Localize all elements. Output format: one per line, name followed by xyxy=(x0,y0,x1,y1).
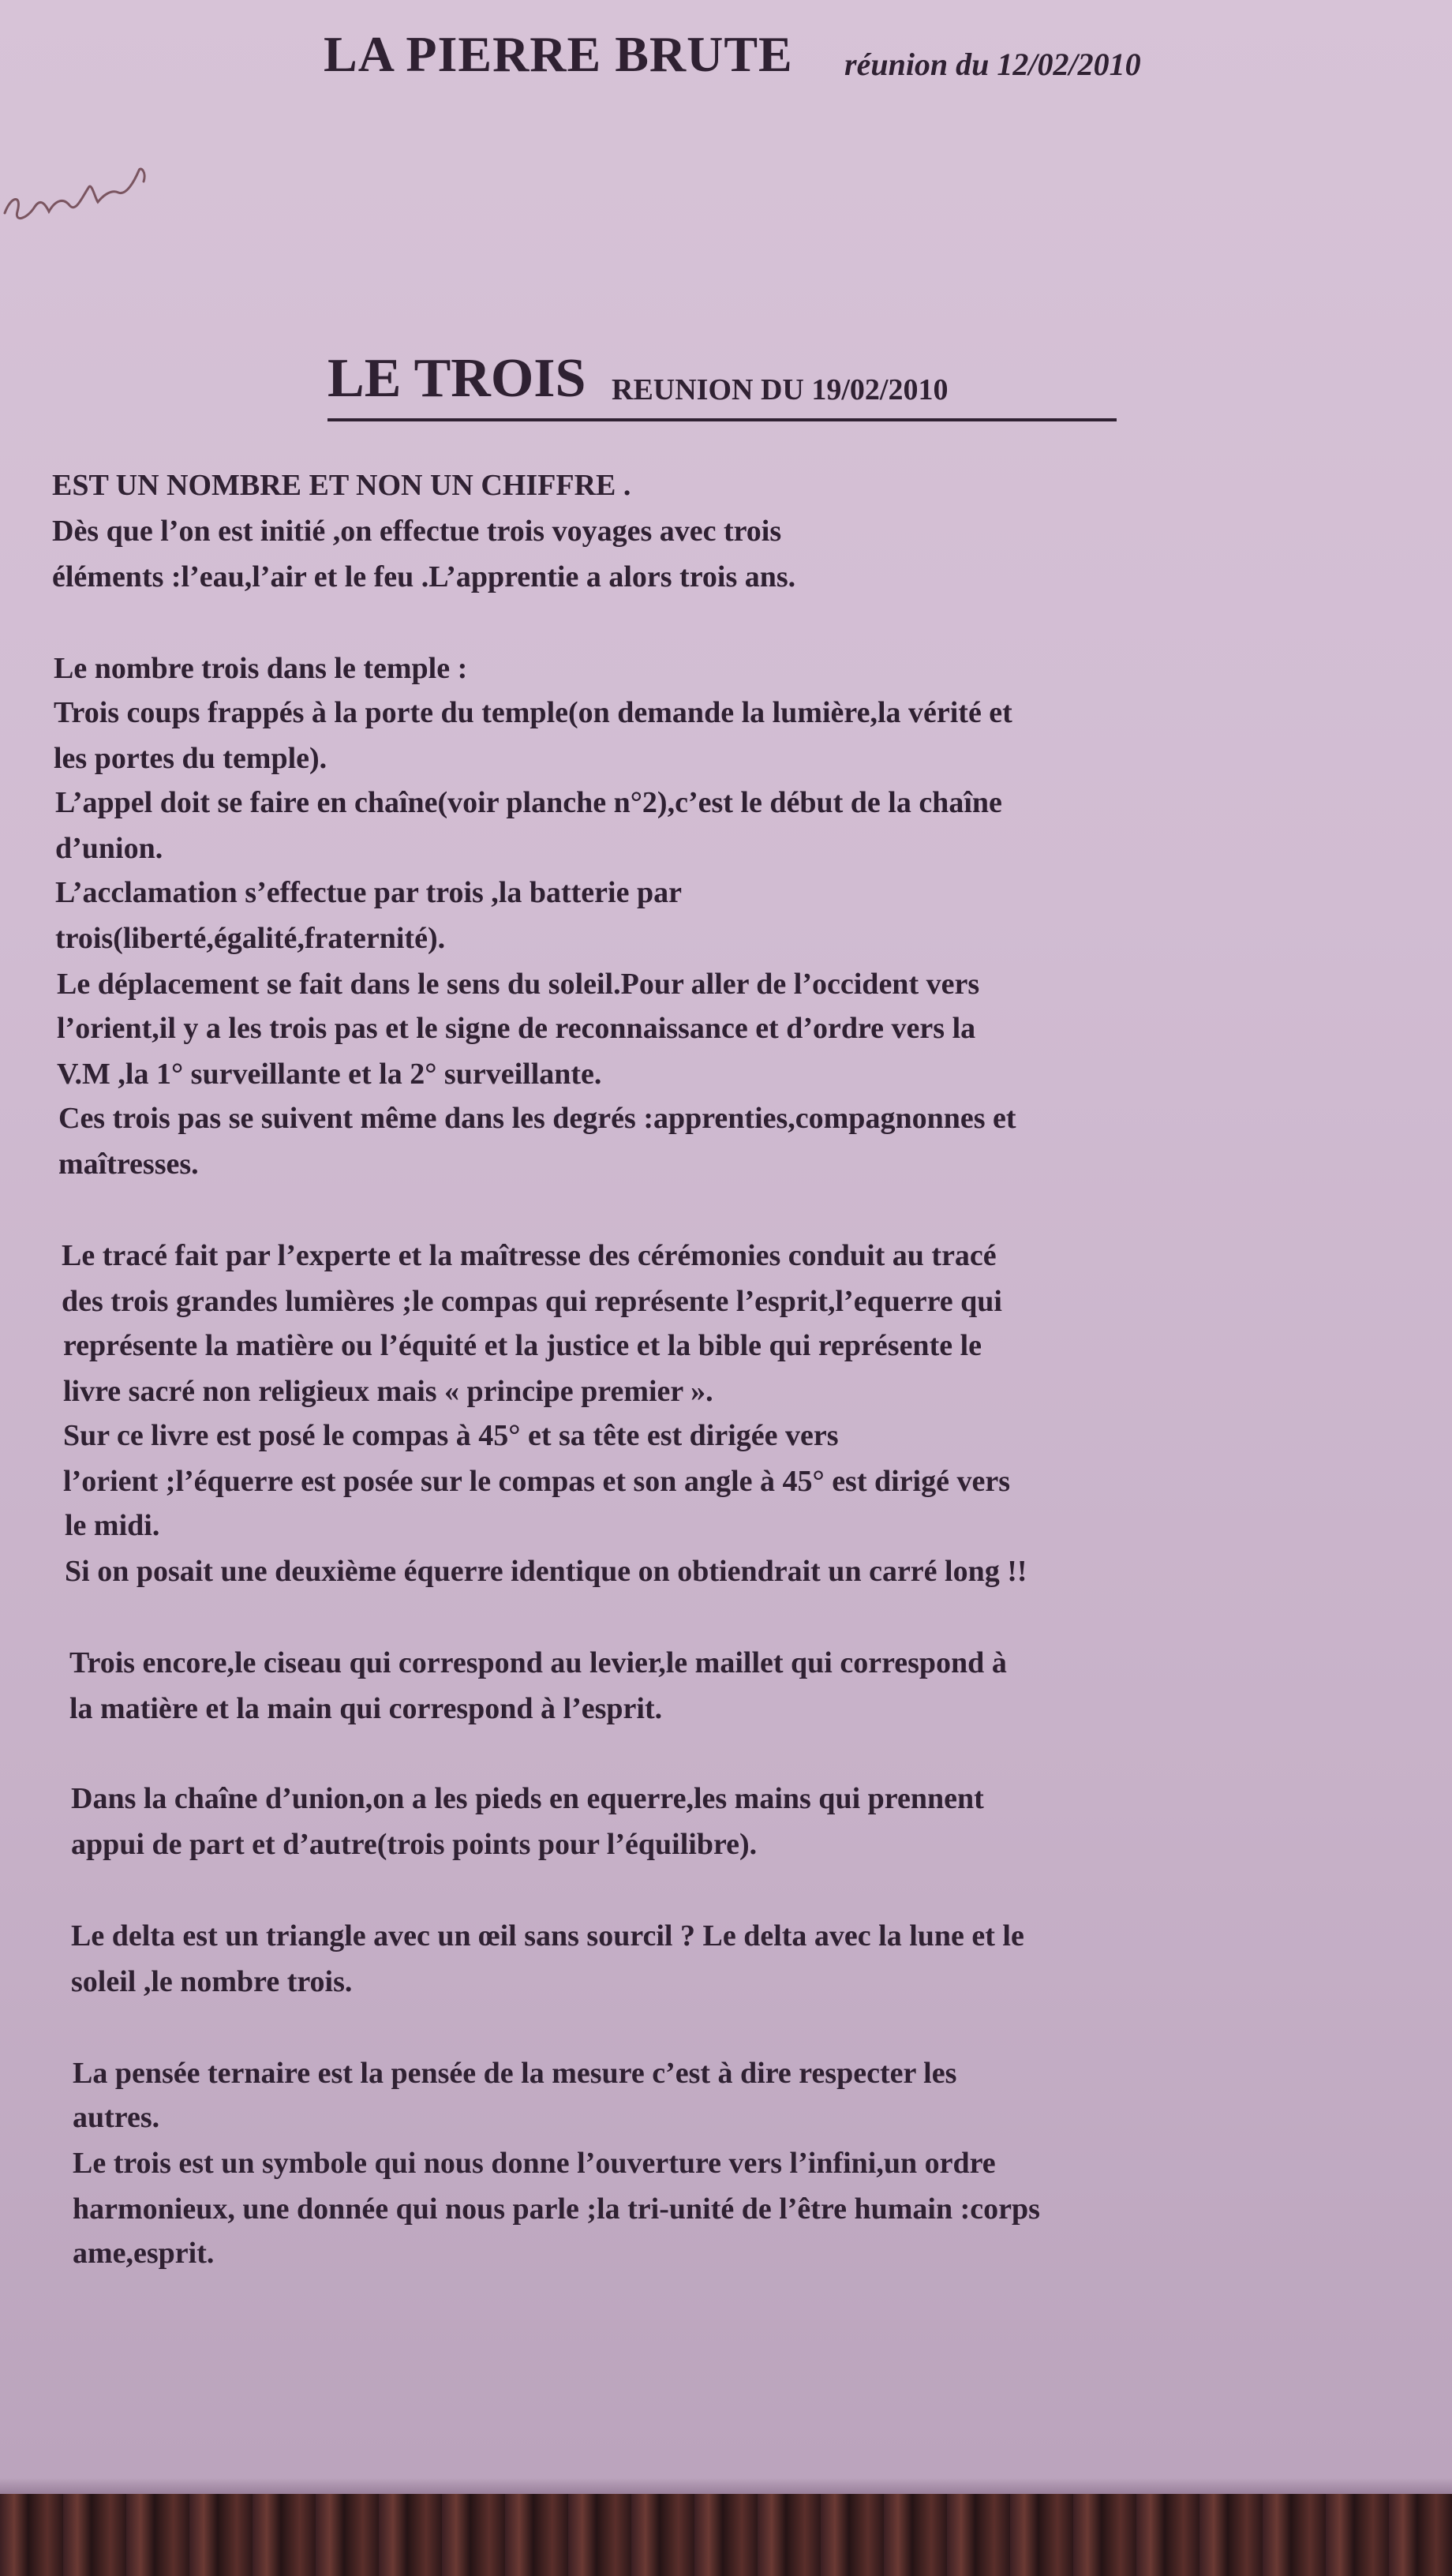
body-line: éléments :l’eau,l’air et le feu .L’apprentie a alors trois ans. xyxy=(52,560,796,593)
body-line: maîtresses. xyxy=(58,1148,199,1181)
header-meeting-date: réunion du 12/02/2010 xyxy=(844,47,1141,82)
body-line: les portes du temple). xyxy=(54,742,327,775)
body-line: la matière et la main qui correspond à l’esprit. xyxy=(69,1692,663,1725)
body-line: l’orient ;l’équerre est posée sur le compas et son angle à 45° est dirigé vers xyxy=(63,1465,1011,1498)
body-line: Le déplacement se fait dans le sens du soleil.Pour aller de l’occident vers xyxy=(57,968,980,1001)
body-line: Dès que l’on est initié ,on effectue trois voyages avec trois xyxy=(52,515,782,548)
body-line: autres. xyxy=(73,2101,160,2134)
table-surface xyxy=(0,2494,1452,2576)
body-line: Le tracé fait par l’experte et la maîtresse des cérémonies conduit au tracé xyxy=(62,1239,997,1272)
handwritten-scribble xyxy=(0,150,158,237)
body-line: des trois grandes lumières ;le compas qui représente l’esprit,l’equerre qui xyxy=(62,1285,1002,1318)
body-line: Le delta est un triangle avec un œil sans sourcil ? Le delta avec la lune et le xyxy=(71,1919,1024,1953)
document-title xyxy=(327,347,1117,421)
body-line: Dans la chaîne d’union,on a les pieds en equerre,les mains qui prennent xyxy=(71,1782,984,1815)
body-line: harmonieux, une donnée qui nous parle ;la tri-unité de l’être humain :corps xyxy=(73,2192,1040,2226)
body-line: Le nombre trois dans le temple : xyxy=(54,652,468,685)
body-line: Le trois est un symbole qui nous donne l’ouverture vers l’infini,un ordre xyxy=(73,2147,996,2180)
body-line: L’appel doit se faire en chaîne(voir planche n°2),c’est le début de la chaîne xyxy=(55,786,1002,819)
body-line: livre sacré non religieux mais « principe premier ». xyxy=(63,1375,713,1408)
page-bottom-edge xyxy=(0,2478,1452,2494)
body-line: ame,esprit. xyxy=(73,2237,215,2270)
header-title: LA PIERRE BRUTE xyxy=(324,26,793,82)
title-main: LE TROIS xyxy=(327,348,586,409)
body-line: EST UN NOMBRE ET NON UN CHIFFRE . xyxy=(52,469,631,502)
body-line: L’acclamation s’effectue par trois ,la batterie par xyxy=(55,876,682,909)
body-line: V.M ,la 1° surveillante et la 2° surveillante. xyxy=(57,1058,602,1091)
body-line: le midi. xyxy=(65,1509,160,1542)
body-line: Ces trois pas se suivent même dans les degrés :apprenties,compagnonnes et xyxy=(58,1102,1016,1135)
body-line: l’orient,il y a les trois pas et le signe de reconnaissance et d’ordre vers la xyxy=(57,1012,976,1045)
body-line: d’union. xyxy=(55,832,163,865)
body-line: La pensée ternaire est la pensée de la mesure c’est à dire respecter les xyxy=(73,2057,957,2090)
body-line: soleil ,le nombre trois. xyxy=(71,1965,353,1998)
page-header xyxy=(324,25,1270,88)
title-subtitle: REUNION DU 19/02/2010 xyxy=(612,373,949,406)
body-line: Sur ce livre est posé le compas à 45° et sa tête est dirigée vers xyxy=(63,1419,839,1452)
body-line: représente la matière ou l’équité et la justice et la bible qui représente le xyxy=(63,1329,982,1362)
body-line: Si on posait une deuxième équerre identique on obtiendrait un carré long !! xyxy=(65,1555,1027,1588)
body-line: trois(liberté,égalité,fraternité). xyxy=(55,922,446,955)
body-line: Trois encore,le ciseau qui correspond au levier,le maillet qui correspond à xyxy=(69,1646,1007,1679)
body-line: appui de part et d’autre(trois points pour l’équilibre). xyxy=(71,1828,758,1861)
body-line: Trois coups frappés à la porte du temple(on demande la lumière,la vérité et xyxy=(54,696,1012,729)
